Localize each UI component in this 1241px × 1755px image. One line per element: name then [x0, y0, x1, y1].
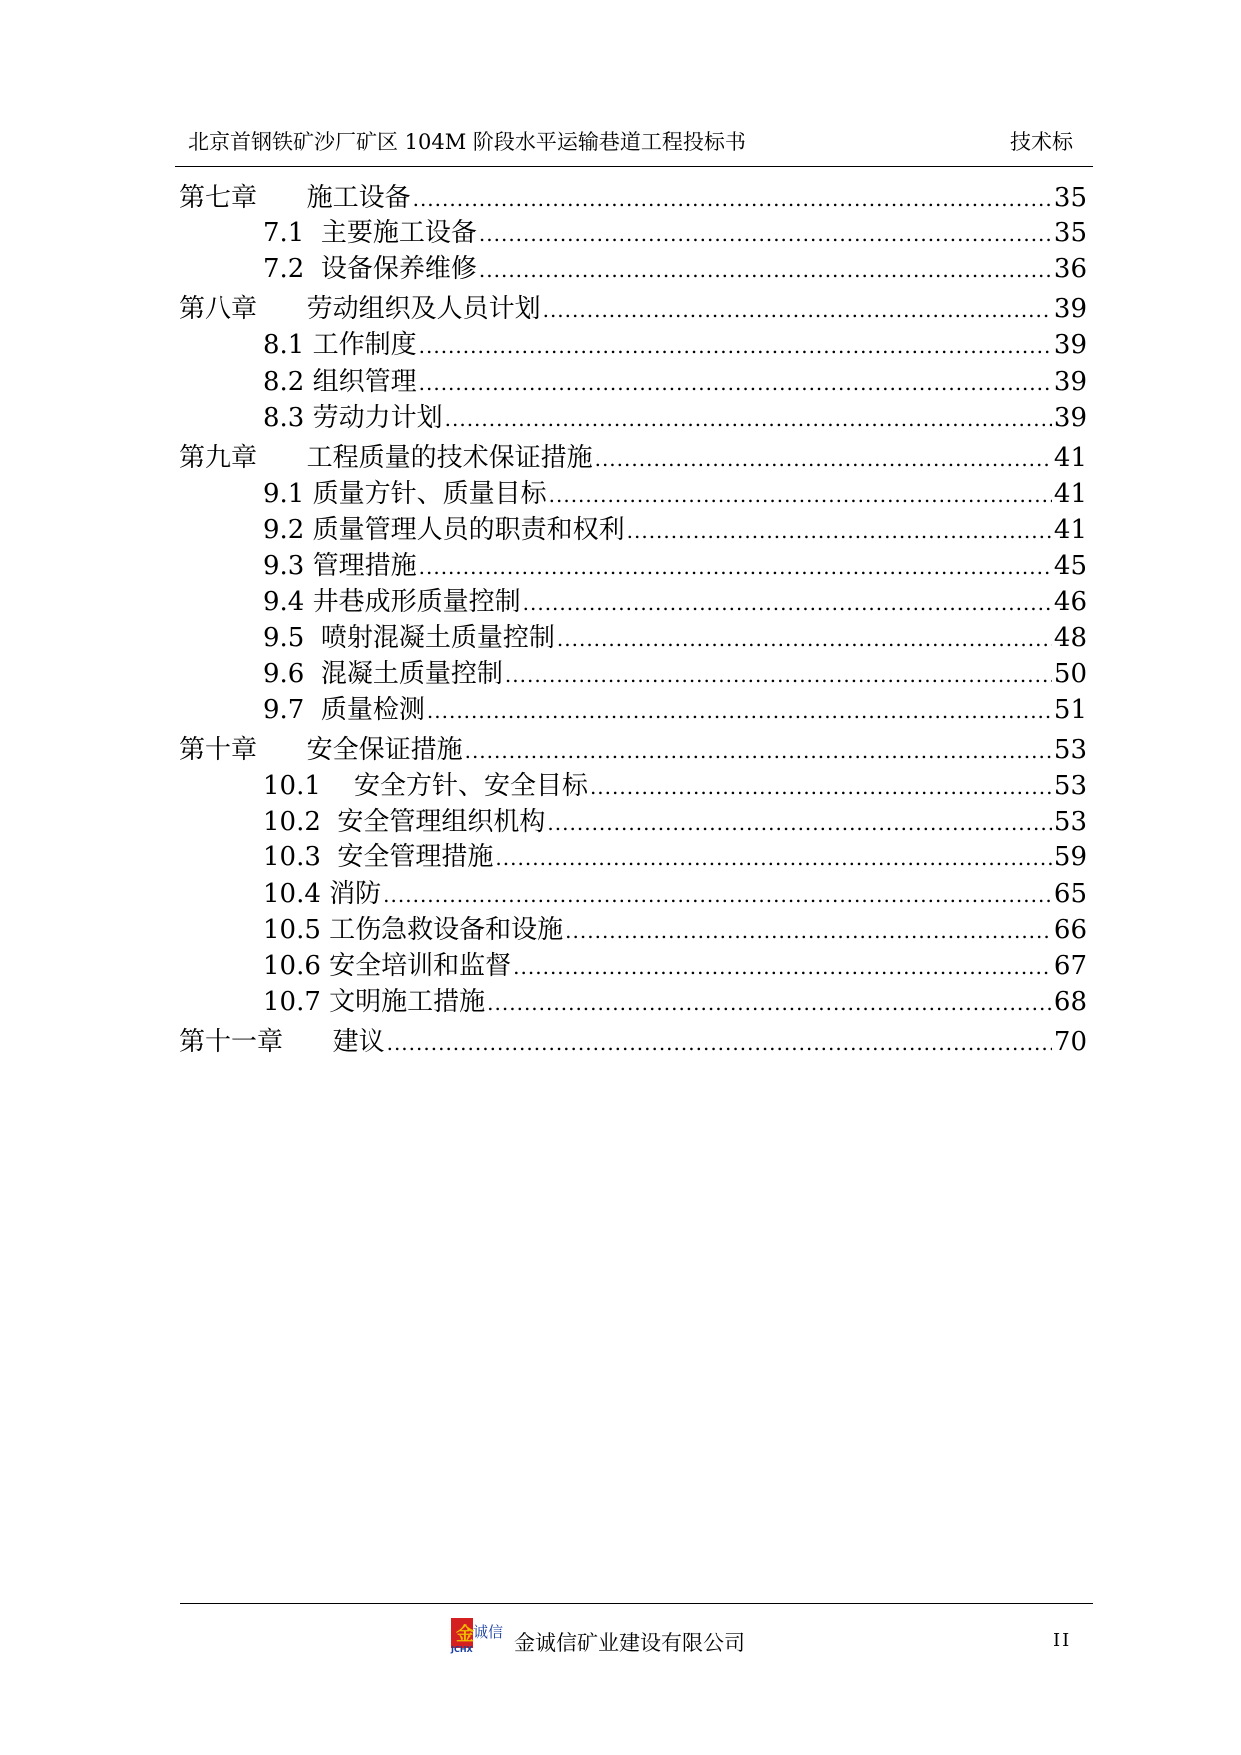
- toc-entry-label: 9.4 井巷成形质量控制: [263, 587, 521, 617]
- toc-page-number: 70: [1053, 1027, 1087, 1057]
- toc-page-number: 59: [1053, 842, 1087, 872]
- toc-dot-leader: [495, 841, 1051, 875]
- toc-page-number: 39: [1053, 330, 1087, 360]
- toc-entry-label: 第七章 施工设备: [179, 183, 411, 213]
- toc-page-number: 53: [1053, 807, 1087, 837]
- toc-dot-leader: [557, 622, 1052, 656]
- toc-chapter-entry[interactable]: [179, 733, 1087, 767]
- toc-section-entry[interactable]: [263, 693, 1087, 727]
- toc-entry-label: 9.3 管理措施: [263, 551, 417, 581]
- toc-dot-leader: [479, 217, 1052, 251]
- toc-entry-label: 9.7 质量检测: [263, 695, 425, 725]
- toc-dot-leader: [413, 182, 1052, 216]
- toc-section-entry[interactable]: [263, 769, 1087, 803]
- toc-entry-label: 8.3 劳动力计划: [263, 403, 443, 433]
- toc-dot-leader: [419, 366, 1052, 400]
- toc-entry-label: 7.1 主要施工设备: [263, 218, 477, 248]
- toc-entry-label: 10.2 安全管理组织机构: [263, 807, 546, 837]
- toc-page-number: 35: [1053, 183, 1087, 213]
- toc-section-entry[interactable]: [263, 328, 1087, 362]
- toc-section-entry[interactable]: [263, 477, 1087, 511]
- toc-page-number: 41: [1053, 515, 1087, 545]
- toc-page-number: 41: [1053, 443, 1087, 473]
- toc-page-number: 48: [1053, 623, 1087, 653]
- toc-section-entry[interactable]: [263, 401, 1087, 435]
- logo-mark: 金: [456, 1624, 474, 1645]
- toc-entry-label: 第九章 工程质量的技术保证措施: [179, 443, 593, 473]
- toc-page-number: 41: [1053, 479, 1087, 509]
- toc-section-entry[interactable]: [263, 549, 1087, 583]
- toc-chapter-entry[interactable]: [179, 292, 1087, 326]
- toc-entry-label: 8.2 组织管理: [263, 367, 417, 397]
- toc-dot-leader: [445, 402, 1052, 436]
- toc-entry-label: 10.6 安全培训和监督: [263, 951, 512, 981]
- toc-section-entry[interactable]: [263, 585, 1087, 619]
- toc-entry-label: 第八章 劳动组织及人员计划: [179, 294, 541, 324]
- toc-page-number: 46: [1053, 587, 1087, 617]
- section-label: 技术标: [1010, 130, 1073, 154]
- toc-page-number: 39: [1053, 367, 1087, 397]
- toc-dot-leader: [590, 770, 1052, 804]
- toc-section-entry[interactable]: [263, 913, 1087, 947]
- page-number: II: [1053, 1630, 1072, 1651]
- toc-page-number: 35: [1053, 218, 1087, 248]
- toc-dot-leader: [549, 478, 1052, 512]
- toc-dot-leader: [505, 658, 1052, 692]
- toc-section-entry[interactable]: [263, 949, 1087, 983]
- toc-dot-leader: [479, 253, 1052, 287]
- toc-page-number: 39: [1053, 403, 1087, 433]
- toc-page-number: 51: [1053, 695, 1087, 725]
- toc-page-number: 53: [1053, 771, 1087, 801]
- toc-dot-leader: [427, 694, 1052, 728]
- toc-section-entry[interactable]: [263, 252, 1087, 286]
- logo-abbrev: JCHX: [451, 1645, 473, 1654]
- toc-dot-leader: [419, 329, 1052, 363]
- toc-chapter-entry[interactable]: [179, 1025, 1087, 1059]
- toc-dot-leader: [387, 1026, 1052, 1060]
- toc-dot-leader: [465, 734, 1052, 768]
- toc-dot-leader: [627, 514, 1052, 548]
- toc-entry-label: 10.5 工伤急救设备和设施: [263, 915, 564, 945]
- toc-section-entry[interactable]: [263, 985, 1087, 1019]
- toc-dot-leader: [487, 986, 1052, 1020]
- toc-entry-label: 10.7 文明施工措施: [263, 987, 486, 1017]
- company-name: 金诚信矿业建设有限公司: [514, 1631, 745, 1655]
- toc-entry-label: 8.1 工作制度: [263, 330, 417, 360]
- toc-page-number: 53: [1053, 735, 1087, 765]
- toc-dot-leader: [419, 550, 1052, 584]
- toc-dot-leader: [547, 806, 1051, 840]
- toc-page-number: 36: [1053, 254, 1087, 284]
- toc-entry-label: 10.1 安全方针、安全目标: [263, 771, 588, 801]
- toc-section-entry[interactable]: [263, 657, 1087, 691]
- toc-section-entry[interactable]: [263, 877, 1087, 911]
- toc-page-number: 45: [1053, 551, 1087, 581]
- toc-page-number: 67: [1053, 951, 1087, 981]
- toc-section-entry[interactable]: [263, 621, 1087, 655]
- toc-entry-label: 9.6 混凝土质量控制: [263, 659, 503, 689]
- logo-name: 诚信: [473, 1623, 504, 1641]
- toc-page-number: 65: [1053, 879, 1087, 909]
- toc-entry-label: 第十一章 建议: [179, 1027, 385, 1057]
- toc-dot-leader: [595, 442, 1052, 476]
- toc-dot-leader: [565, 914, 1052, 948]
- toc-dot-leader: [513, 950, 1052, 984]
- toc-dot-leader: [543, 293, 1052, 327]
- toc-entry-label: 7.2 设备保养维修: [263, 254, 477, 284]
- header-divider: [175, 166, 1093, 167]
- toc-page-number: 50: [1053, 659, 1087, 689]
- toc-entry-label: 10.4 消防: [263, 879, 382, 909]
- toc-entry-label: 9.1 质量方针、质量目标: [263, 479, 547, 509]
- toc-section-entry[interactable]: [263, 216, 1087, 250]
- document-title: 北京首钢铁矿沙厂矿区 104M 阶段水平运输巷道工程投标书: [188, 130, 746, 154]
- toc-section-entry[interactable]: [263, 805, 1087, 839]
- toc-entry-label: 9.2 质量管理人员的职责和权利: [263, 515, 625, 545]
- toc-entry-label: 第十章 安全保证措施: [179, 735, 463, 765]
- toc-section-entry[interactable]: [263, 840, 1087, 874]
- toc-section-entry[interactable]: [263, 513, 1087, 547]
- company-logo: [451, 1618, 507, 1654]
- footer-divider: [180, 1603, 1093, 1604]
- toc-dot-leader: [523, 586, 1052, 620]
- toc-page-number: 68: [1053, 987, 1087, 1017]
- toc-chapter-entry[interactable]: [179, 441, 1087, 475]
- toc-entry-label: 9.5 喷射混凝土质量控制: [263, 623, 555, 653]
- toc-page-number: 66: [1053, 915, 1087, 945]
- toc-chapter-entry[interactable]: [179, 181, 1087, 215]
- toc-dot-leader: [383, 878, 1052, 912]
- toc-entry-label: 10.3 安全管理措施: [263, 842, 494, 872]
- toc-page-number: 39: [1053, 294, 1087, 324]
- toc-section-entry[interactable]: [263, 365, 1087, 399]
